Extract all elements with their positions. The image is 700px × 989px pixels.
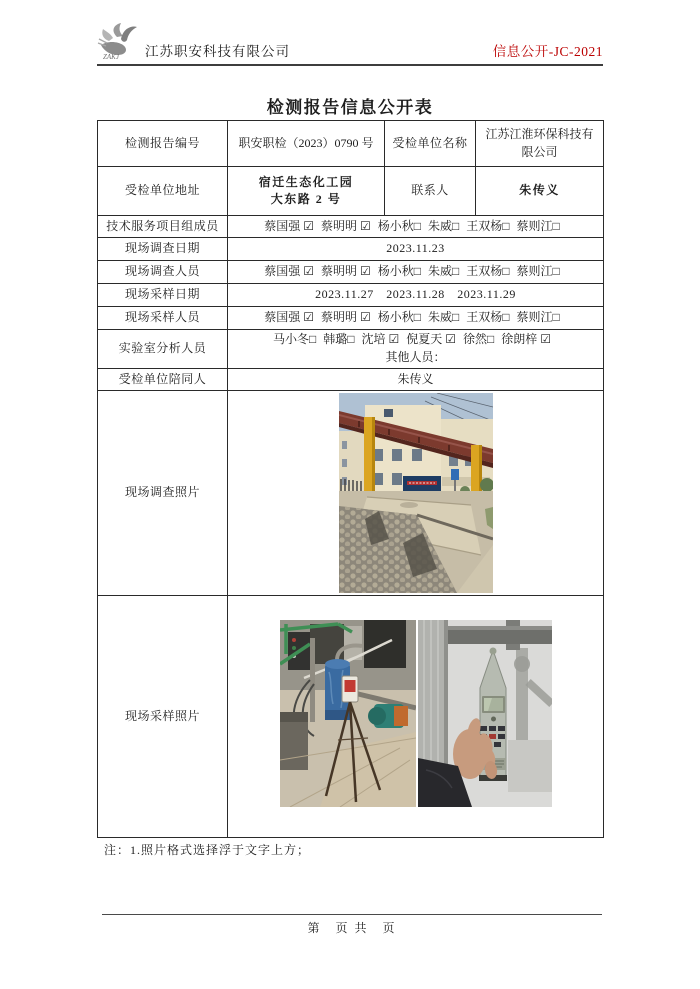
survey-photo-cell — [228, 390, 604, 595]
org-addr-label: 受检单位地址 — [98, 167, 228, 216]
company-name: 江苏职安科技有限公司 — [145, 44, 290, 59]
contact-label: 联系人 — [385, 167, 476, 216]
page-header — [97, 26, 603, 66]
org-addr-line1: 宿迁生态化工园 — [258, 174, 354, 189]
survey-staff-checkboxes — [228, 261, 604, 284]
page-footer — [102, 914, 602, 936]
sampling-photo-label: 现场采样照片 — [98, 595, 228, 837]
lab-staff-cell — [228, 330, 604, 369]
person-checkbox: 王双杨□ — [466, 218, 510, 233]
person-checkbox: 蔡则江□ — [516, 264, 560, 279]
org-name-value: 江苏江淮环保科技有限公司 — [476, 121, 604, 167]
report-no-value: 职安职检（2023）0790 号 — [228, 121, 385, 167]
person-checkbox: 蔡则江□ — [516, 310, 560, 325]
person-checkbox: 马小冬□ — [272, 332, 317, 346]
person-checkbox: 徐朗梓 ☑ — [501, 332, 552, 346]
person-checkbox: 蔡明明 ☑ — [321, 310, 371, 325]
person-checkbox: 王双杨□ — [466, 310, 510, 325]
row-survey-staff — [98, 261, 604, 284]
row-escort — [98, 368, 604, 390]
doc-code: 信息公开-JC-2021 — [492, 44, 603, 59]
row-report-no — [98, 121, 604, 167]
survey-date-label: 现场调查日期 — [98, 238, 228, 261]
row-tech-team — [98, 216, 604, 238]
escort-value: 朱传义 — [228, 368, 604, 390]
org-addr-value — [228, 167, 385, 216]
sampling-photo-left — [280, 620, 416, 807]
person-checkbox: 王双杨□ — [466, 264, 510, 279]
person-checkbox: 朱威□ — [428, 218, 460, 233]
person-checkbox: 蔡国强 ☑ — [264, 218, 314, 233]
other-staff-label: 其他人员： — [385, 350, 446, 365]
sampling-date-value: 2023.11.27 2023.11.28 2023.11.29 — [228, 284, 604, 307]
survey-date-value: 2023.11.23 — [228, 238, 604, 261]
page-number-text: 第 页 共 页 — [307, 921, 397, 935]
row-lab-staff — [98, 330, 604, 369]
person-checkbox: 蔡国强 ☑ — [264, 264, 314, 279]
tech-team-label: 技术服务项目组成员 — [98, 216, 228, 238]
report-no-label: 检测报告编号 — [98, 121, 228, 167]
person-checkbox: 沈培 ☑ — [361, 332, 400, 346]
row-sampling-date — [98, 284, 604, 307]
sampling-staff-checkboxes — [228, 307, 604, 330]
disclosure-table — [97, 120, 604, 838]
person-checkbox: 蔡明明 ☑ — [321, 218, 371, 233]
lab-staff-checkboxes — [232, 331, 599, 348]
brand — [97, 23, 290, 61]
person-checkbox: 蔡明明 ☑ — [321, 264, 371, 279]
org-name-label: 受检单位名称 — [385, 121, 476, 167]
contact-value: 朱传义 — [476, 167, 604, 216]
sampling-photo-cell — [228, 595, 604, 837]
row-sampling-staff — [98, 307, 604, 330]
lab-staff-label: 实验室分析人员 — [98, 330, 228, 369]
svg-text:ZAKJ: ZAKJ — [103, 53, 119, 61]
person-checkbox: 徐然□ — [463, 332, 495, 346]
sampling-staff-label: 现场采样人员 — [98, 307, 228, 330]
person-checkbox: 朱威□ — [428, 310, 460, 325]
row-survey-photo — [98, 390, 604, 595]
person-checkbox: 倪夏天 ☑ — [406, 332, 456, 346]
person-checkbox: 朱威□ — [428, 264, 460, 279]
page-title: 检测报告信息公开表 — [266, 98, 434, 117]
sampling-photo-right — [418, 620, 552, 807]
sampling-date-label: 现场采样日期 — [98, 284, 228, 307]
row-org-addr — [98, 167, 604, 216]
row-sampling-photo — [98, 595, 604, 837]
escort-label: 受检单位陪同人 — [98, 368, 228, 390]
company-logo-icon — [97, 23, 143, 61]
tech-team-checkboxes — [228, 216, 604, 238]
person-checkbox: 韩璐□ — [323, 332, 355, 346]
survey-photo-label: 现场调查照片 — [98, 390, 228, 595]
bird-leaf-logo-icon — [97, 23, 143, 61]
person-checkbox: 蔡国强 ☑ — [264, 310, 314, 325]
survey-staff-label: 现场调查人员 — [98, 261, 228, 284]
survey-photo — [339, 393, 493, 593]
person-checkbox: 杨小秋□ — [377, 310, 422, 325]
person-checkbox: 杨小秋□ — [377, 218, 422, 233]
row-survey-date — [98, 238, 604, 261]
footnote: 注：1.照片格式选择浮于文字上方； — [104, 843, 311, 857]
person-checkbox: 蔡则江□ — [516, 218, 560, 233]
person-checkbox: 杨小秋□ — [377, 264, 422, 279]
org-addr-line2: 大东路 2 号 — [270, 192, 342, 206]
